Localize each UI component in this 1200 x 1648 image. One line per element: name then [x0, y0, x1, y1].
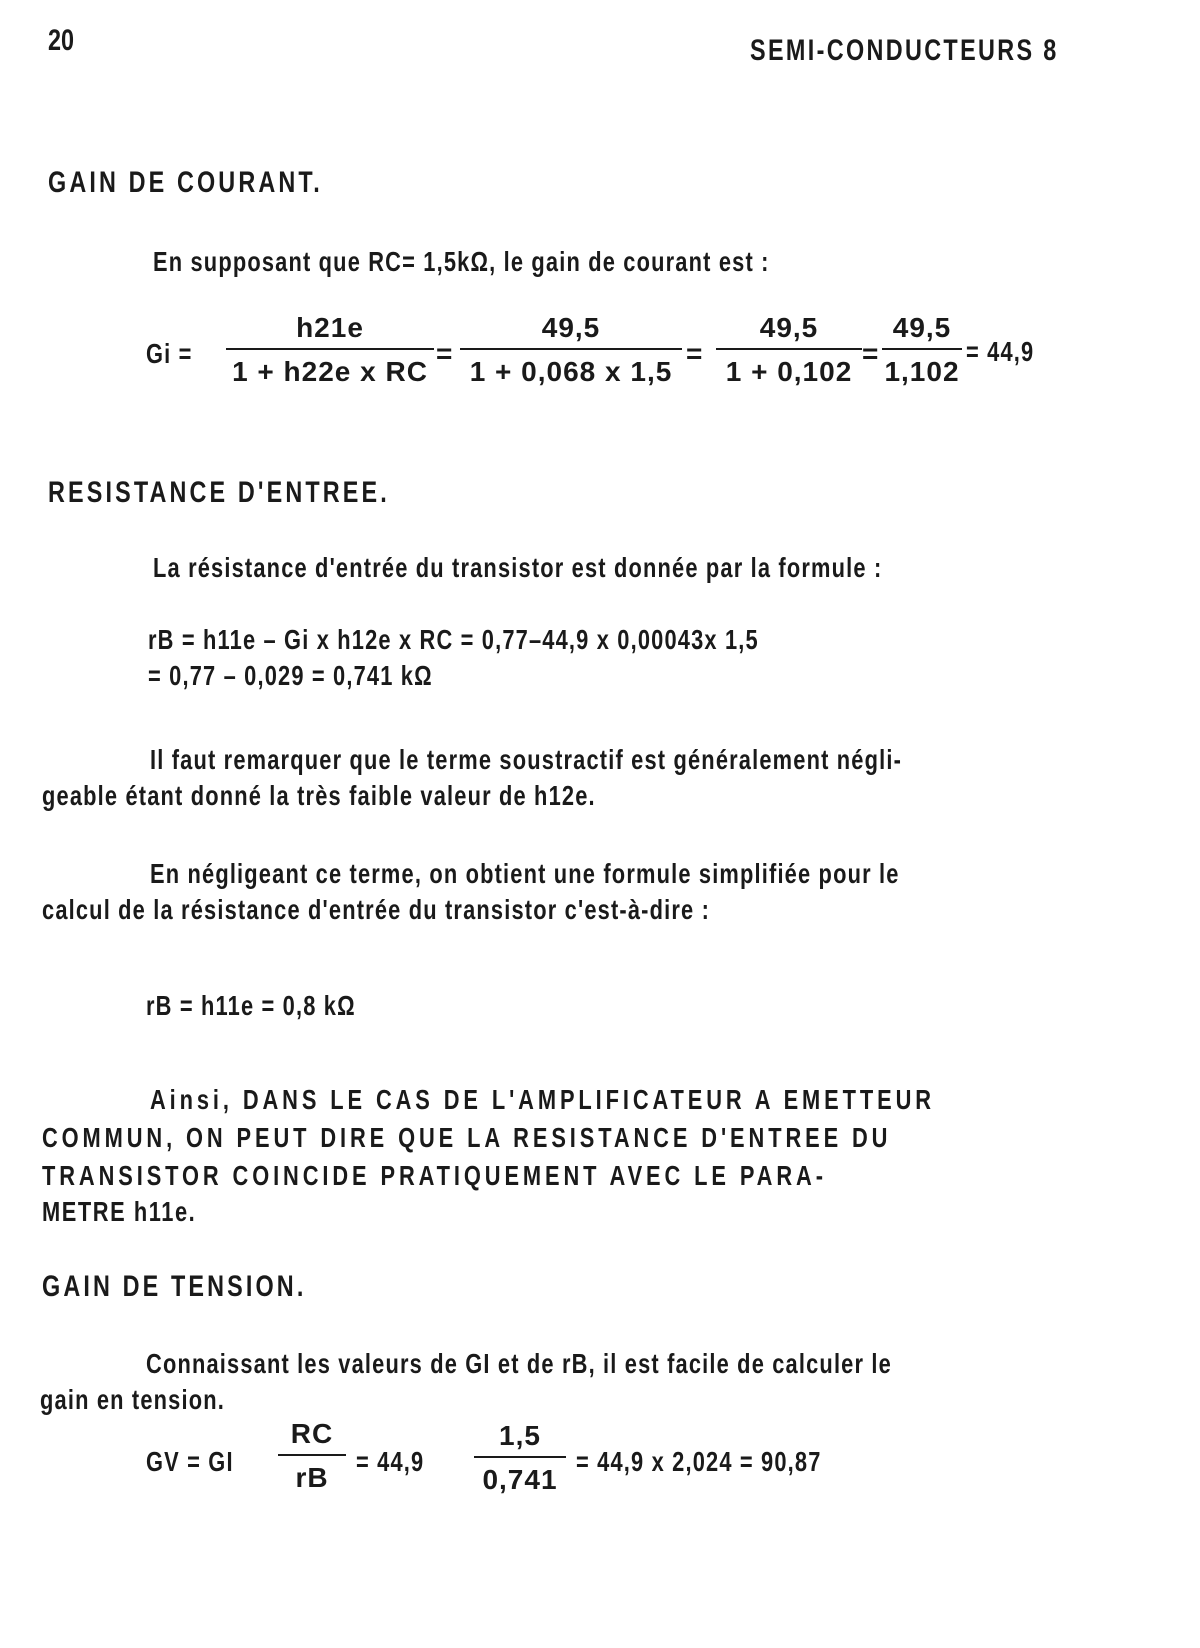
simplify-line-2: calcul de la résistance d'entrée du transistor c'est-à-dire : — [42, 894, 711, 925]
formula-mid: = 44,9 — [356, 1446, 425, 1477]
fraction-numerator: h21e — [296, 312, 364, 343]
fraction-numerator: 1,5 — [499, 1420, 541, 1451]
conclusion-line-2: COMMUN, ON PEUT DIRE QUE LA RESISTANCE D'ENTREE DU — [42, 1122, 892, 1153]
conclusion-line-4: METRE h11e. — [42, 1196, 197, 1227]
fraction-denominator: rB — [295, 1462, 329, 1493]
fraction-denominator: 0,741 — [482, 1464, 558, 1495]
voltage-gain-intro-line-1: Connaissant les valeurs de GI et de rB, il est facile de calculer le — [146, 1348, 892, 1379]
fraction-bar — [474, 1456, 566, 1458]
equals-sign: = — [686, 338, 704, 369]
formula-result: = 44,9 — [966, 336, 1035, 367]
fraction-numerator: 49,5 — [759, 312, 819, 343]
formula-result: = 44,9 x 2,024 = 90,87 — [576, 1446, 822, 1477]
rb-formula-line-2: = 0,77 – 0,029 = 0,741 kΩ — [148, 660, 433, 691]
fraction-bar — [226, 348, 434, 350]
simplify-line-1: En négligeant ce terme, on obtient une formule simplifiée pour le — [150, 858, 900, 889]
equals-sign: = — [436, 338, 454, 369]
fraction-1 — [226, 312, 434, 388]
formula-lhs: Gi = — [146, 338, 193, 369]
fraction-numerator: RC — [290, 1418, 334, 1449]
fraction-denominator: 1 + 0,102 — [725, 356, 853, 387]
heading-current-gain: GAIN DE COURANT. — [48, 166, 323, 199]
fraction-denominator: 1 + 0,068 x 1,5 — [469, 356, 673, 387]
fraction-numerator: 49,5 — [892, 312, 952, 343]
conclusion-line-3: TRANSISTOR COINCIDE PRATIQUEMENT AVEC LE PARA- — [42, 1160, 827, 1191]
equals-sign: = — [862, 338, 880, 369]
remark-line-2: geable étant donné la très faible valeur de h12e. — [42, 780, 596, 811]
running-title: SEMI-CONDUCTEURS 8 — [750, 34, 1059, 67]
fraction-3 — [716, 312, 862, 388]
fraction-numerator: 49,5 — [541, 312, 601, 343]
fraction-rc-over-rb — [278, 1418, 346, 1494]
input-resistance-intro: La résistance d'entrée du transistor est donnée par la formule : — [153, 552, 883, 583]
simplified-rb-formula: rB = h11e = 0,8 kΩ — [146, 990, 356, 1021]
current-gain-intro: En supposant que RC= 1,5kΩ, le gain de courant est : — [153, 246, 770, 277]
fraction-bar — [882, 348, 962, 350]
fraction-2 — [460, 312, 682, 388]
voltage-gain-intro-line-2: gain en tension. — [40, 1384, 225, 1415]
heading-voltage-gain: GAIN DE TENSION. — [42, 1270, 307, 1303]
conclusion-line-1: Ainsi, DANS LE CAS DE L'AMPLIFICATEUR A EMETTEUR — [150, 1084, 935, 1115]
fraction-values — [474, 1420, 566, 1496]
fraction-bar — [716, 348, 862, 350]
fraction-denominator: 1 + h22e x RC — [232, 356, 428, 387]
fraction-denominator: 1,102 — [884, 356, 960, 387]
fraction-4 — [882, 312, 962, 388]
page-number: 20 — [48, 24, 75, 57]
heading-input-resistance: RESISTANCE D'ENTREE. — [48, 476, 390, 509]
fraction-bar — [278, 1454, 346, 1456]
formula-lhs: GV = GI — [146, 1446, 234, 1477]
fraction-bar — [460, 348, 682, 350]
remark-line-1: Il faut remarquer que le terme soustractif est généralement négli- — [150, 744, 903, 775]
rb-formula-line-1: rB = h11e – Gi x h12e x RC = 0,77–44,9 x 0,00043x 1,5 — [148, 624, 759, 655]
